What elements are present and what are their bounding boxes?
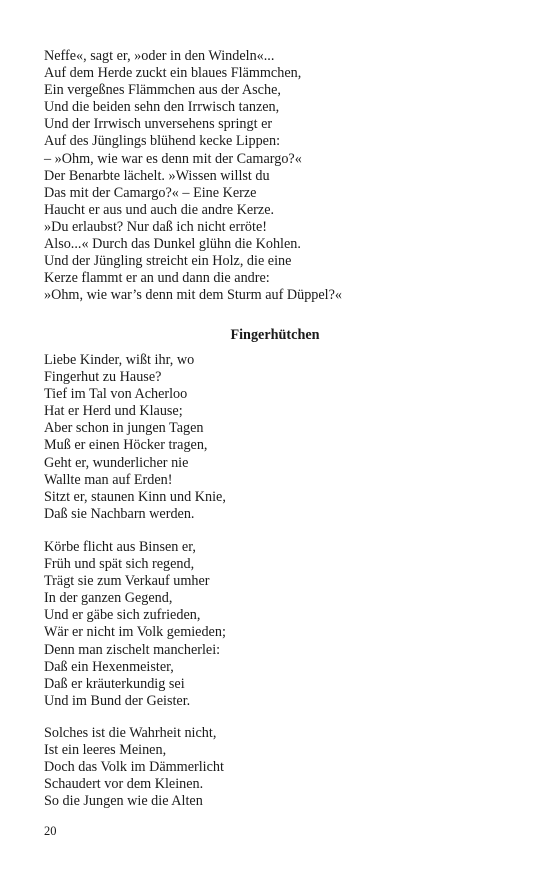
verse-line: Denn man zischelt mancherlei:: [44, 641, 221, 658]
stanza: [44, 725, 514, 810]
prelude-verse: [44, 48, 514, 304]
verse-line: Daß ein Hexenmeister,: [44, 658, 174, 675]
verse-line: Neffe«, sagt er, »oder in den Windeln«...: [44, 48, 275, 64]
verse-line: Und der Irrwisch unversehens springt er: [44, 116, 273, 133]
verse-line: Früh und spät sich regend,: [44, 556, 195, 573]
verse-line: Das mit der Camargo?« – Eine Kerze: [44, 184, 257, 201]
verse-line: Solches ist die Wahrheit nicht,: [44, 725, 217, 741]
verse-line: Und im Bund der Geister.: [44, 692, 191, 709]
verse-line: Daß er kräuterkundig sei: [44, 675, 185, 692]
verse-line: Und die beiden sehn den Irrwisch tanzen,: [44, 99, 280, 116]
verse-line: Tief im Tal von Acherloo: [44, 386, 188, 403]
page-number: 20: [44, 824, 57, 838]
verse-line: Ist ein leeres Meinen,: [44, 742, 167, 759]
verse-line: Geht er, wunderlicher nie: [44, 454, 189, 471]
verse-line: Aber schon in jungen Tagen: [44, 420, 204, 437]
verse-line: Schaudert vor dem Kleinen.: [44, 776, 204, 793]
verse-line: Fingerhut zu Hause?: [44, 369, 162, 386]
verse-line: Daß sie Nachbarn werden.: [44, 505, 195, 522]
verse-line: Trägt sie zum Verkauf umher: [44, 573, 210, 590]
verse-line: – »Ohm, wie war es denn mit der Camargo?«: [44, 150, 302, 167]
verse-line: Auf dem Herde zuckt ein blaues Flämmchen,: [44, 65, 302, 82]
verse-line: Auf des Jünglings blühend kecke Lippen:: [44, 133, 281, 150]
verse-line: So die Jungen wie die Alten: [44, 793, 203, 810]
verse-line: Sitzt er, staunen Kinn und Knie,: [44, 488, 226, 505]
poem-title: Fingerhütchen: [230, 327, 320, 343]
verse-line: Und der Jüngling streicht ein Holz, die eine: [44, 253, 292, 270]
verse-line: Körbe flicht aus Binsen er,: [44, 539, 196, 555]
stanza: [44, 352, 514, 523]
verse-line: Und er gäbe sich zufrieden,: [44, 607, 201, 624]
verse-line: Der Benarbte lächelt. »Wissen willst du: [44, 167, 270, 184]
verse-line: »Ohm, wie war’s denn mit dem Sturm auf Düppel?«: [44, 287, 343, 304]
verse-line: Wallte man auf Erden!: [44, 471, 173, 488]
verse-line: »Du erlaubst? Nur daß ich nicht erröte!: [44, 218, 267, 235]
verse-line: Also...« Durch das Dunkel glühn die Kohlen.: [44, 236, 301, 253]
verse-line: Ein vergeßnes Flämmchen aus der Asche,: [44, 82, 281, 99]
verse-line: Wär er nicht im Volk gemieden;: [44, 624, 226, 641]
verse-line: In der ganzen Gegend,: [44, 590, 173, 607]
verse-line: Muß er einen Höcker tragen,: [44, 437, 208, 454]
stanza: [44, 539, 514, 710]
verse-line: Liebe Kinder, wißt ihr, wo: [44, 352, 195, 368]
verse-line: Doch das Volk im Dämmerlicht: [44, 759, 224, 776]
verse-line: Haucht er aus und auch die andre Kerze.: [44, 201, 275, 218]
verse-line: Hat er Herd und Klause;: [44, 403, 183, 420]
verse-line: Kerze flammt er an und dann die andre:: [44, 270, 270, 287]
